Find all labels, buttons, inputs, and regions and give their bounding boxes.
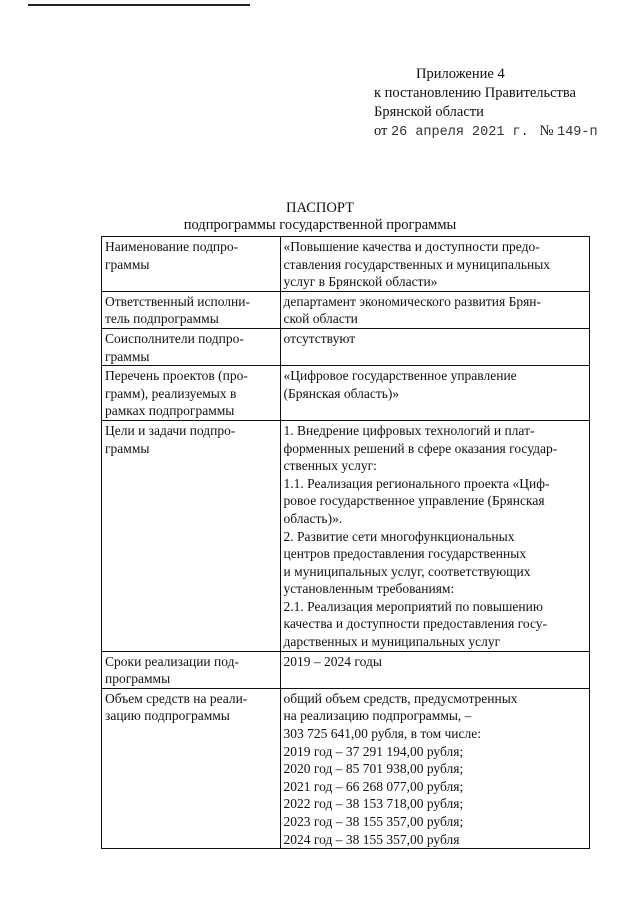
- appendix-line-1: к постановлению Правительства: [374, 85, 576, 101]
- row-value-line: ровое государственное управление (Брянская: [283, 493, 545, 509]
- row-value-cell: [280, 688, 589, 848]
- number-value: 149-п: [557, 125, 598, 140]
- row-value-line: область)».: [283, 510, 343, 526]
- row-value-line: 1. Внедрение цифровых технологий и плат-: [283, 422, 535, 438]
- row-label-cell: [102, 366, 281, 421]
- document-title: ПАСПОРТ: [286, 200, 354, 216]
- row-value-line: форменных решений в сфере оказания государ-: [283, 440, 558, 456]
- row-value-line: «Цифровое государственное управление: [283, 368, 517, 384]
- row-label-cell: [102, 237, 281, 292]
- table-row: [102, 688, 590, 848]
- row-value-cell: [280, 420, 589, 651]
- row-value-line: 2020 год – 85 701 938,00 рубля;: [283, 761, 464, 777]
- row-label-cell: [102, 420, 281, 651]
- row-value-line: (Брянская область)»: [283, 385, 400, 401]
- row-value-line: качества и доступности предоставления госу-: [283, 616, 548, 632]
- row-value-line: 2023 год – 38 155 357,00 рубля;: [283, 814, 464, 829]
- row-label-cell: [102, 688, 281, 848]
- row-value-cell: [280, 651, 589, 688]
- row-value-line: услуг в Брянской области»: [283, 274, 438, 290]
- row-value-line: ственных услуг:: [283, 458, 377, 474]
- row-value-line: центров предоставления государственных: [283, 546, 527, 562]
- row-value-line: «Повышение качества и доступности предо-: [283, 239, 540, 254]
- top-rule: [28, 4, 250, 6]
- row-label-line: программы: [105, 671, 171, 687]
- row-label-line: Объем средств на реали-: [105, 690, 248, 706]
- table-row: [102, 237, 590, 292]
- row-value-line: 2.1. Реализация мероприятий по повышению: [283, 598, 543, 614]
- row-value-line: 2019 – 2024 годы: [283, 653, 382, 669]
- row-value-cell: [280, 328, 589, 365]
- row-value-line: установленным требованиям:: [283, 581, 455, 597]
- row-value-line: ской области: [283, 311, 358, 327]
- table-row: [102, 366, 590, 421]
- table-row: [102, 291, 590, 328]
- row-label-line: зацию подпрограммы: [105, 708, 230, 724]
- row-label-cell: [102, 651, 281, 688]
- row-value-line: 1.1. Реализация регионального проекта «Циф-: [283, 475, 550, 491]
- row-label-line: Цели и задачи подпро-: [105, 422, 236, 438]
- row-label-line: Наименование подпро-: [105, 239, 239, 254]
- row-label-line: тель подпрограммы: [105, 311, 219, 327]
- row-value-line: департамент экономического развития Брян-: [283, 293, 542, 309]
- row-label-line: грамм), реализуемых в: [105, 385, 237, 401]
- date-prefix: от: [374, 123, 388, 139]
- row-label-line: граммы: [105, 256, 150, 272]
- date-value: 26 апреля 2021 г.: [391, 125, 529, 140]
- table-row: [102, 651, 590, 688]
- appendix-block: [374, 65, 598, 142]
- passport-table: [101, 236, 590, 849]
- row-value-line: отсутствуют: [283, 330, 356, 346]
- row-value-line: дарственных и муниципальных услуг: [283, 634, 501, 650]
- row-value-line: общий объем средств, предусмотренных: [283, 690, 518, 706]
- row-value-line: 2024 год – 38 155 357,00 рубля: [283, 831, 460, 847]
- row-label-cell: [102, 328, 281, 365]
- appendix-date-line: [374, 122, 598, 142]
- row-value-line: 2021 год – 66 268 077,00 рубля;: [283, 778, 464, 794]
- row-label-line: граммы: [105, 348, 150, 364]
- row-value-line: 303 725 641,00 рубля, в том числе:: [283, 726, 482, 742]
- number-prefix: №: [539, 123, 554, 139]
- row-value-line: 2022 год – 38 153 718,00 рубля;: [283, 796, 464, 812]
- appendix-title: Приложение 4: [416, 66, 505, 82]
- table-row: [102, 328, 590, 365]
- row-value-cell: [280, 237, 589, 292]
- row-value-line: и муниципальных услуг, соответствующих: [283, 563, 531, 579]
- row-label-line: Ответственный исполни-: [105, 293, 250, 309]
- row-label-line: Соисполнители подпро-: [105, 330, 244, 346]
- row-label-line: граммы: [105, 440, 150, 456]
- row-value-line: на реализацию подпрограммы, –: [283, 708, 472, 724]
- row-label-line: Сроки реализации под-: [105, 653, 239, 669]
- row-value-line: ставления государственных и муниципальных: [283, 256, 551, 272]
- row-label-line: Перечень проектов (про-: [105, 368, 248, 384]
- passport-table-body: [102, 237, 590, 849]
- appendix-line-2: Брянской области: [374, 104, 484, 120]
- row-label-line: рамках подпрограммы: [105, 403, 235, 419]
- row-value-line: 2019 год – 37 291 194,00 рубля;: [283, 743, 464, 759]
- row-value-cell: [280, 366, 589, 421]
- table-row: [102, 420, 590, 651]
- row-value-line: 2. Развитие сети многофункциональных: [283, 528, 515, 544]
- document-subtitle: подпрограммы государственной программы: [183, 217, 457, 233]
- row-label-cell: [102, 291, 281, 328]
- row-value-cell: [280, 291, 589, 328]
